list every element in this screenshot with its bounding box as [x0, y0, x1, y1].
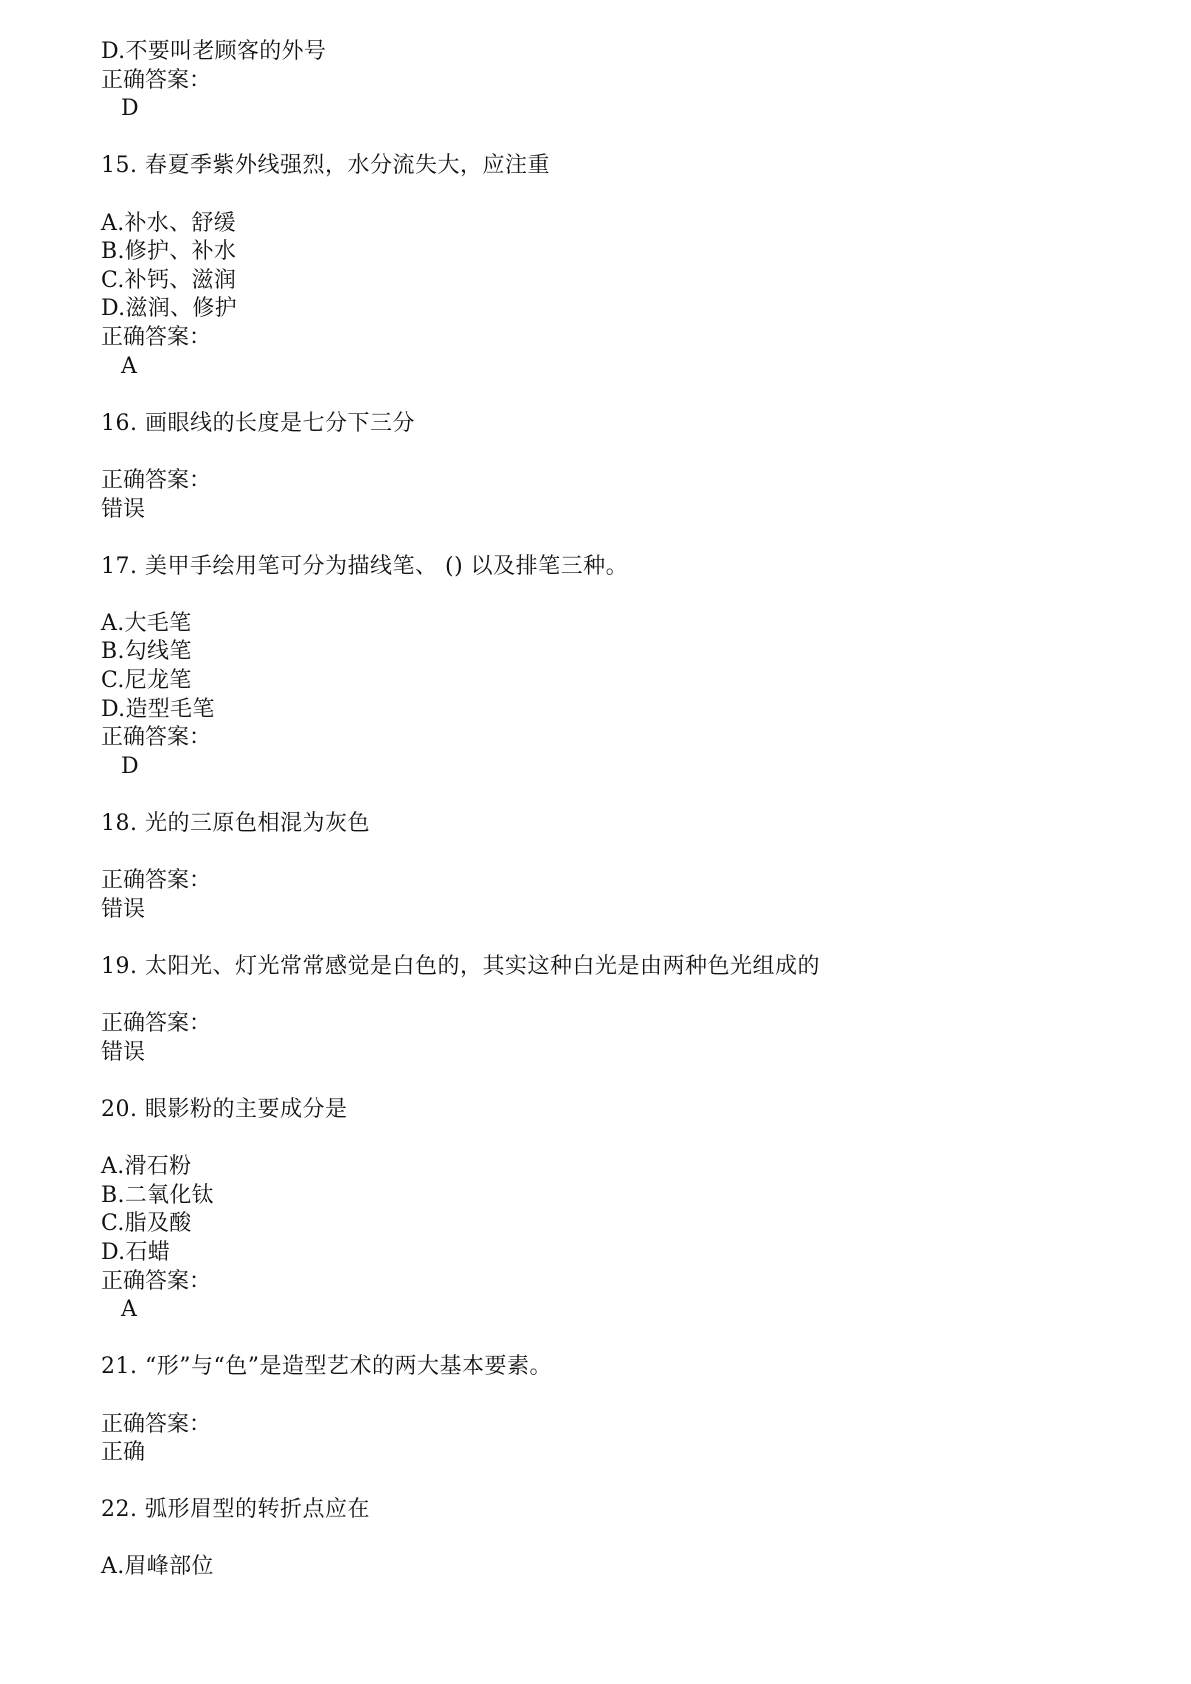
- question-number: 22.: [101, 1497, 138, 1523]
- question-21: [101, 1353, 1101, 1382]
- question-number: 17.: [101, 553, 138, 579]
- option-a: A.补水、舒缓: [101, 210, 236, 236]
- question-number: 20.: [101, 1096, 138, 1122]
- question-15: [101, 152, 1101, 181]
- option-b: B.修护、补水: [101, 239, 237, 265]
- question-text: 画眼线的长度是七分下三分: [145, 410, 416, 436]
- option-d: D.造型毛笔: [101, 696, 215, 722]
- answer-label: 正确答案：: [101, 725, 212, 751]
- option-c: C.脂及酸: [101, 1211, 192, 1237]
- answer-label: 正确答案：: [101, 324, 212, 350]
- answer-value: 错误: [101, 896, 146, 922]
- answer-label: 正确答案：: [101, 868, 212, 894]
- answer-value: 错误: [101, 1039, 146, 1065]
- question-number: 16.: [101, 410, 138, 436]
- option-d: D.石蜡: [101, 1239, 171, 1265]
- answer-value: D: [121, 96, 139, 122]
- question-text: “形”与“色”是造型艺术的两大基本要素。: [145, 1354, 552, 1380]
- question-16: [101, 410, 1101, 439]
- option-d: D.滋润、修护: [101, 296, 237, 322]
- question-text: 太阳光、灯光常常感觉是白色的，其实这种白光是由两种色光组成的: [145, 954, 821, 979]
- question-number: 15.: [101, 153, 138, 179]
- answer-value: A: [121, 1297, 137, 1323]
- option-c: C.补钙、滋润: [101, 267, 237, 293]
- exam-page: [101, 38, 1101, 1582]
- answer-label: 正确答案：: [101, 1011, 212, 1037]
- option-b: B.二氧化钛: [101, 1182, 214, 1208]
- question-text: 弧形眉型的转折点应在: [145, 1497, 371, 1523]
- answer-label: 正确答案：: [101, 467, 212, 493]
- answer-value: A: [121, 353, 137, 379]
- option-b: B.勾线笔: [101, 639, 192, 665]
- answer-value: 错误: [101, 496, 146, 522]
- question-number: 18.: [101, 811, 138, 837]
- option-a: A.滑石粉: [101, 1154, 192, 1180]
- question-number: 19.: [101, 954, 138, 979]
- question-text: 眼影粉的主要成分是: [145, 1096, 348, 1122]
- question-text: 光的三原色相混为灰色: [145, 811, 371, 837]
- answer-label: 正确答案：: [101, 1411, 212, 1437]
- question-19: [101, 953, 1101, 982]
- question-17: [101, 553, 1101, 582]
- option-a: A.大毛笔: [101, 610, 192, 636]
- question-22: [101, 1496, 1101, 1525]
- option-d: D.不要叫老顾客的外号: [101, 39, 327, 64]
- question-number: 21.: [101, 1354, 138, 1380]
- answer-value: 正确: [101, 1440, 146, 1466]
- question-20: [101, 1096, 1101, 1125]
- answer-value: D: [121, 753, 139, 779]
- option-a: A.眉峰部位: [101, 1554, 214, 1580]
- answer-label: 正确答案：: [101, 67, 212, 93]
- option-c: C.尼龙笔: [101, 668, 192, 694]
- question-text: 美甲手绘用笔可分为描线笔、 () 以及排笔三种。: [145, 553, 629, 579]
- answer-label: 正确答案：: [101, 1268, 212, 1294]
- question-18: [101, 810, 1101, 839]
- question-text: 春夏季紫外线强烈，水分流失大，应注重: [145, 153, 551, 179]
